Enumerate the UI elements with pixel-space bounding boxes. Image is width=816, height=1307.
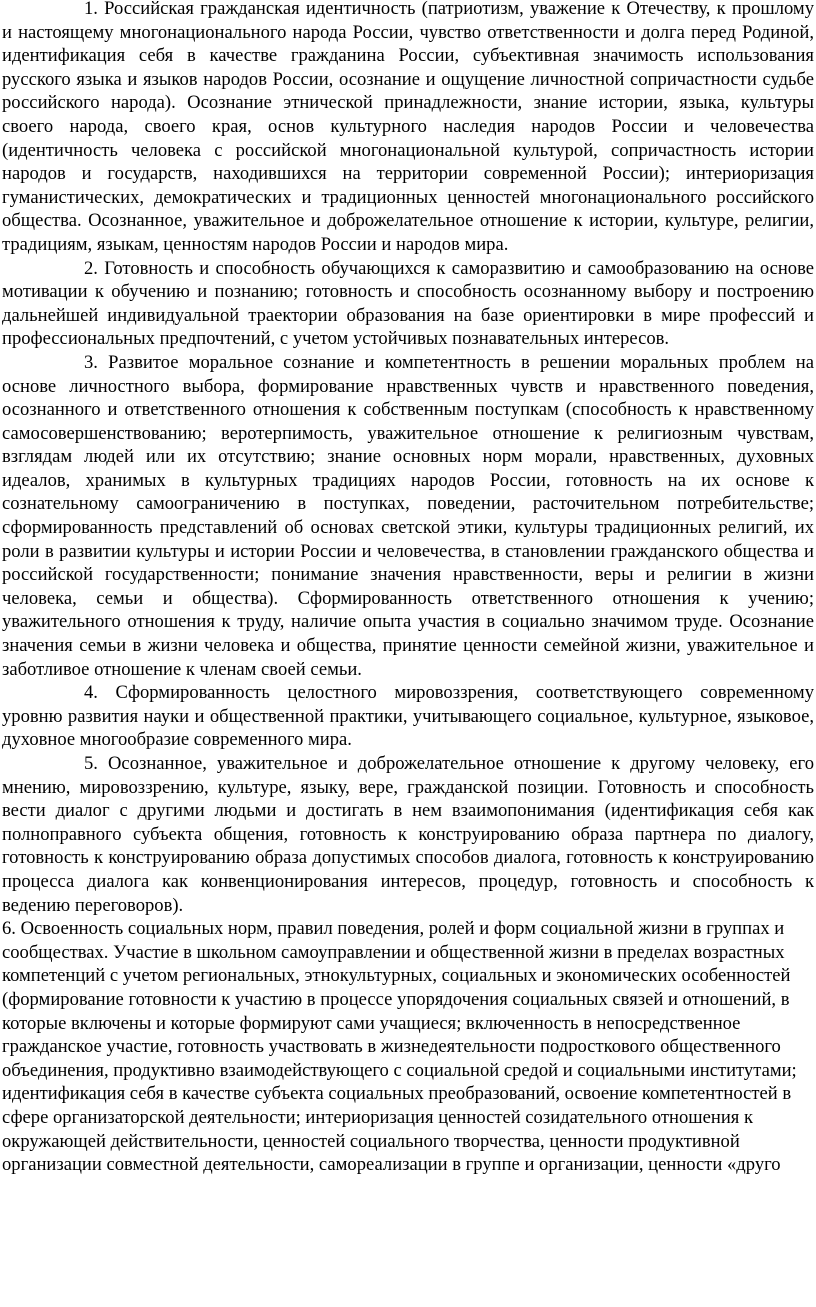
paragraph-4: 4. Сформированность целостного мировоззрения, соответствующего современному уровню развития науки и общественной практики, учитывающего социальное, культурное, языковое, духовное многообразие современного мира.: [2, 682, 814, 751]
paragraph-2: 2. Готовность и способность обучающихся к саморазвитию и самообразованию на основе мотивации к обучению и познанию; готовность и способность осознанному выбору и построению дальнейшей индивидуальной траектории образования на базе ориентировки в мире профессий и профессиональных предпочтений, с учетом устойчивых познавательных интересов.: [2, 257, 814, 350]
paragraph-1: 1. Российская гражданская идентичность (патриотизм, уважение к Отечеству, к прошлому и настоящему многонационального народа России, чувство ответственности и долга перед Родиной, идентификация себя в качестве гражданина России, субъективная значимость использования русского языка и языков народов России, осознание и ощущение личностной сопричастности судьбе российского народа). Осознание этнической принадлежности, знание истории, языка, культуры своего народа, своего края, основ культурного наследия народов России и человечества (идентичность человека с российской многонациональной культурой, сопричастность истории народов и государств, находившихся на территории современной России); интериоризация гуманистических, демократических и традиционных ценностей многонационального российского общества. Осознанное, уважительное и доброжелательное отношение к истории, культуре, религии, традициям, языкам, ценностям народов России и народов мира.: [2, 0, 814, 255]
paragraph-3: 3. Развитое моральное сознание и компетентность в решении моральных проблем на основе личностного выбора, формирование нравственных чувств и нравственного поведения, осознанного и ответственного отношения к собственным поступкам (способность к нравственному самосовершенствованию; веротерпимость, уважительное отношение к религиозным чувствам, взглядам людей или их отсутствию; знание основных норм морали, нравственных, духовных идеалов, хранимых в культурных традициях народов России, готовность на их основе к сознательному самоограничению в поступках, поведении, расточительном потребительстве; сформированность представлений об основах светской этики, культуры традиционных религий, их роли в развитии культуры и истории России и человечества, в становлении гражданского общества и российской государственности; понимание значения нравственности, веры и религии в жизни человека, семьи и общества). Сформированность ответственного отношения к учению; уважительного отношения к труду, наличие опыта участия в социально значимом труде. Осознание значения семьи в жизни человека и общества, принятие ценности семейной жизни, уважительное и заботливое отношение к членам своей семьи.: [2, 351, 814, 680]
paragraph-6: 6. Освоенность социальных норм, правил поведения, ролей и форм социальной жизни в группах и сообществах. Участие в школьном самоуправлении и общественной жизни в пределах возрастных компетенций с учетом региональных, этнокультурных, социальных и экономических особенностей (формирование готовности к участию в процессе упорядочения социальных связей и отношений, в которые включены и которые формируют сами учащиеся; включенность в непосредственное гражданское участие, готовность участвовать в жизнедеятельности подросткового общественного объединения, продуктивно взаимодействующего с социальной средой и социальными институтами; идентификация себя в качестве субъекта социальных преобразований, освоение компетентностей в сфере организаторской деятельности; интериоризация ценностей созидательного отношения к окружающей действительности, ценностей социального творчества, ценности продуктивной организации совместной деятельности, самореализации в группе и организации, ценности «друго: [2, 918, 797, 1176]
paragraph-5: 5. Осознанное, уважительное и доброжелательное отношение к другому человеку, его мнению, мировоззрению, культуре, языку, вере, гражданской позиции. Готовность и способность вести диалог с другими людьми и достигать в нем взаимопонимания (идентификация себя как полноправного субъекта общения, готовность к конструированию образа партнера по диалогу, готовность к конструированию образа допустимых способов диалога, готовность к конструированию процесса диалога как конвенционирования интересов, процедур, готовность и способность к ведению переговоров).: [2, 753, 814, 916]
